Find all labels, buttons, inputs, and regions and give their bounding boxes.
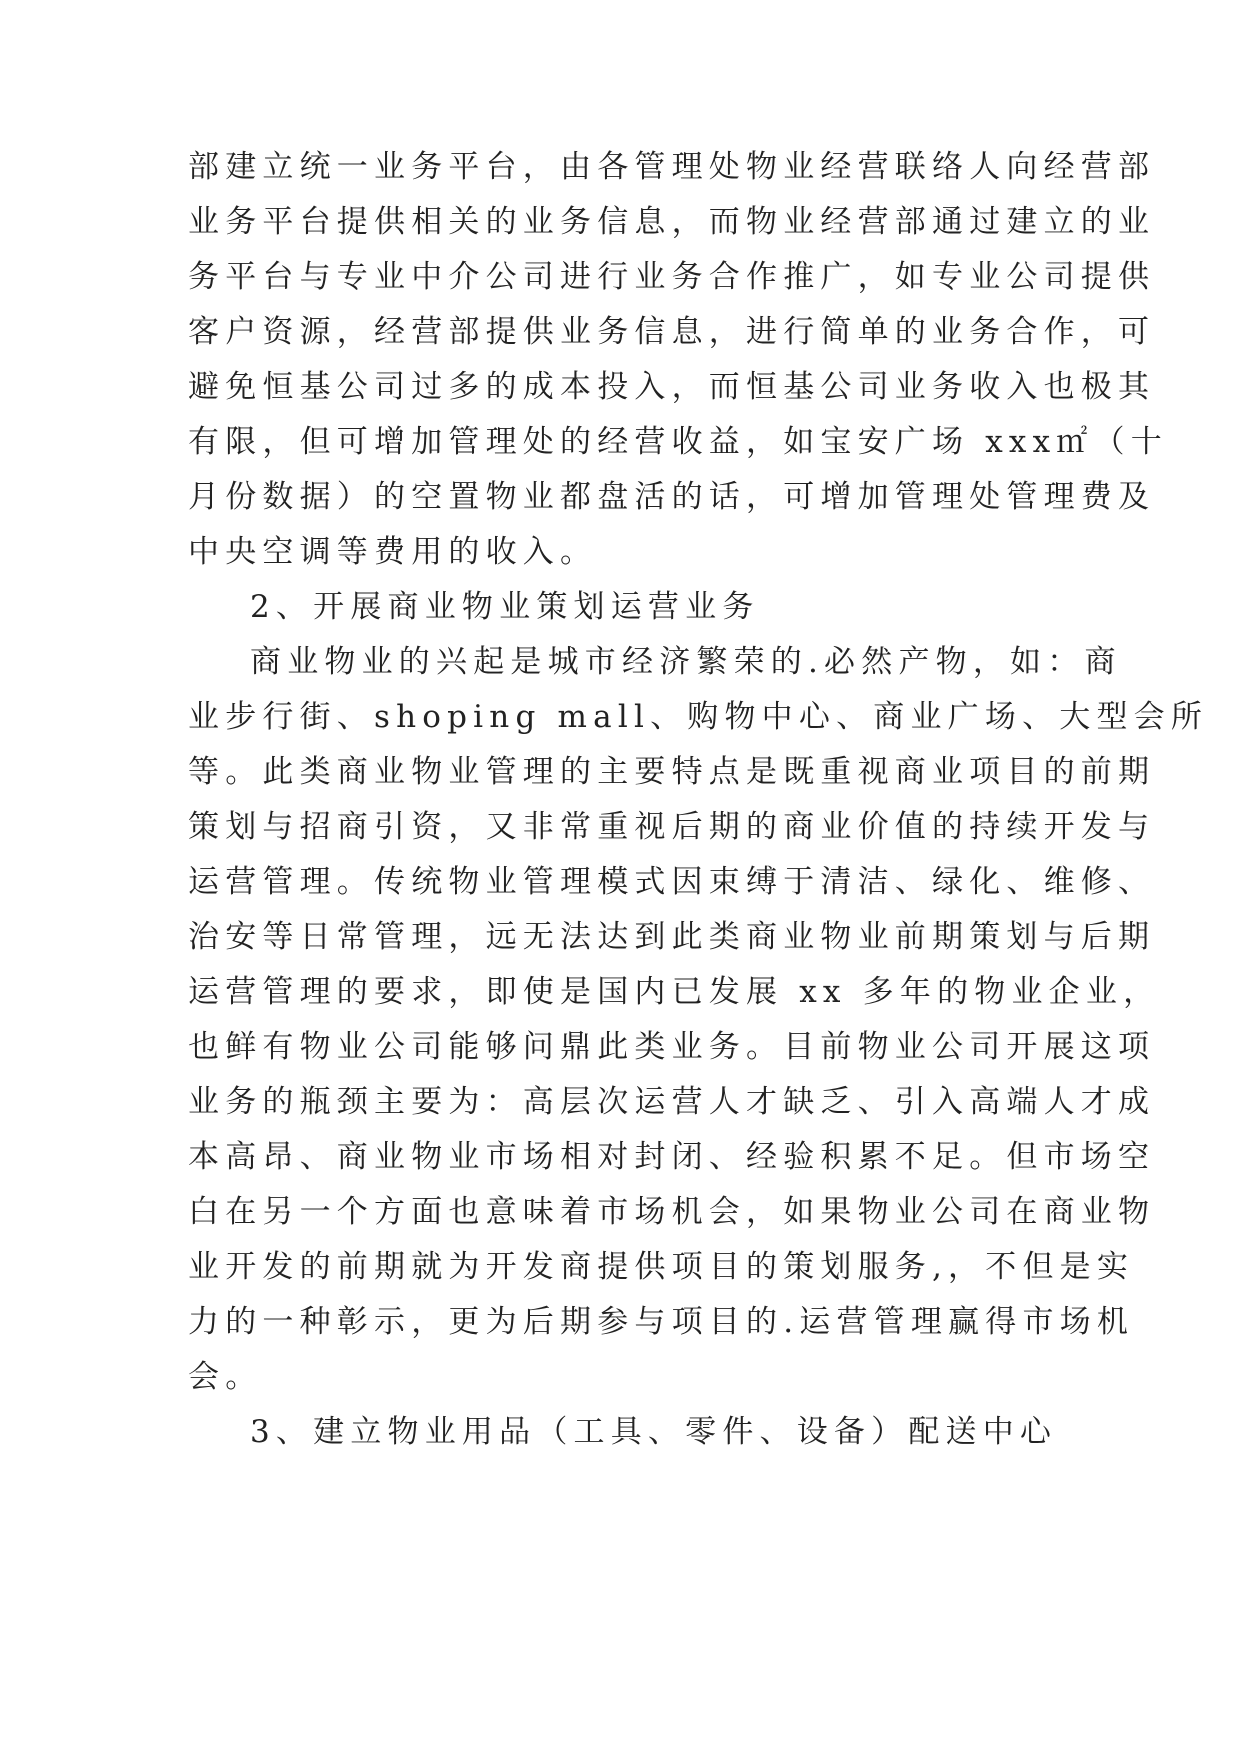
body-text-line: 业务平台提供相关的业务信息，而物业经营部通过建立的业 <box>188 204 1156 240</box>
body-text-line: 业开发的前期就为开发商提供项目的策划服务,，不但是实 <box>188 1249 1135 1285</box>
body-text-line: 也鲜有物业公司能够问鼎此类业务。目前物业公司开展这项 <box>188 1029 1156 1065</box>
body-text-line: 有限，但可增加管理处的经营收益，如宝安广场 xxx㎡（十 <box>188 424 1168 460</box>
body-text-line: 务平台与专业中介公司进行业务合作推广，如专业公司提供 <box>188 259 1156 295</box>
body-text-line: 业务的瓶颈主要为：高层次运营人才缺乏、引入高端人才成 <box>188 1084 1156 1120</box>
body-text-line: 业步行街、shoping mall、购物中心、商业广场、大型会所 <box>188 699 1209 735</box>
body-text-line: 会。 <box>188 1359 263 1395</box>
body-text-line: 运营管理的要求，即使是国内已发展 xx 多年的物业企业， <box>188 974 1161 1010</box>
body-text-line: 部建立统一业务平台，由各管理处物业经营联络人向经营部 <box>188 149 1156 185</box>
body-text-line: 等。此类商业物业管理的主要特点是既重视商业项目的前期 <box>188 754 1156 790</box>
section-heading: 2、开展商业物业策划运营业务 <box>250 589 760 625</box>
body-text-line: 客户资源，经营部提供业务信息，进行简单的业务合作，可 <box>188 314 1156 350</box>
section-heading: 3、建立物业用品（工具、零件、设备）配送中心 <box>250 1414 1058 1450</box>
body-text-line: 中央空调等费用的收入。 <box>188 534 598 570</box>
body-text-line: 月份数据）的空置物业都盘活的话，可增加管理处管理费及 <box>188 479 1156 515</box>
body-text-line: 避免恒基公司过多的成本投入，而恒基公司业务收入也极其 <box>188 369 1156 405</box>
body-text-line: 治安等日常管理，远无法达到此类商业物业前期策划与后期 <box>188 919 1156 955</box>
body-text-line: 策划与招商引资，又非常重视后期的商业价值的持续开发与 <box>188 809 1156 845</box>
body-text-line: 力的一种彰示，更为后期参与项目的.运营管理赢得市场机 <box>188 1304 1135 1340</box>
body-text-line: 运营管理。传统物业管理模式因束缚于清洁、绿化、维修、 <box>188 864 1156 900</box>
paragraph-first-line: 商业物业的兴起是城市经济繁荣的.必然产物，如：商 <box>250 644 1122 680</box>
body-text-line: 白在另一个方面也意味着市场机会，如果物业公司在商业物 <box>188 1194 1156 1230</box>
body-text-line: 本高昂、商业物业市场相对封闭、经验积累不足。但市场空 <box>188 1139 1156 1175</box>
